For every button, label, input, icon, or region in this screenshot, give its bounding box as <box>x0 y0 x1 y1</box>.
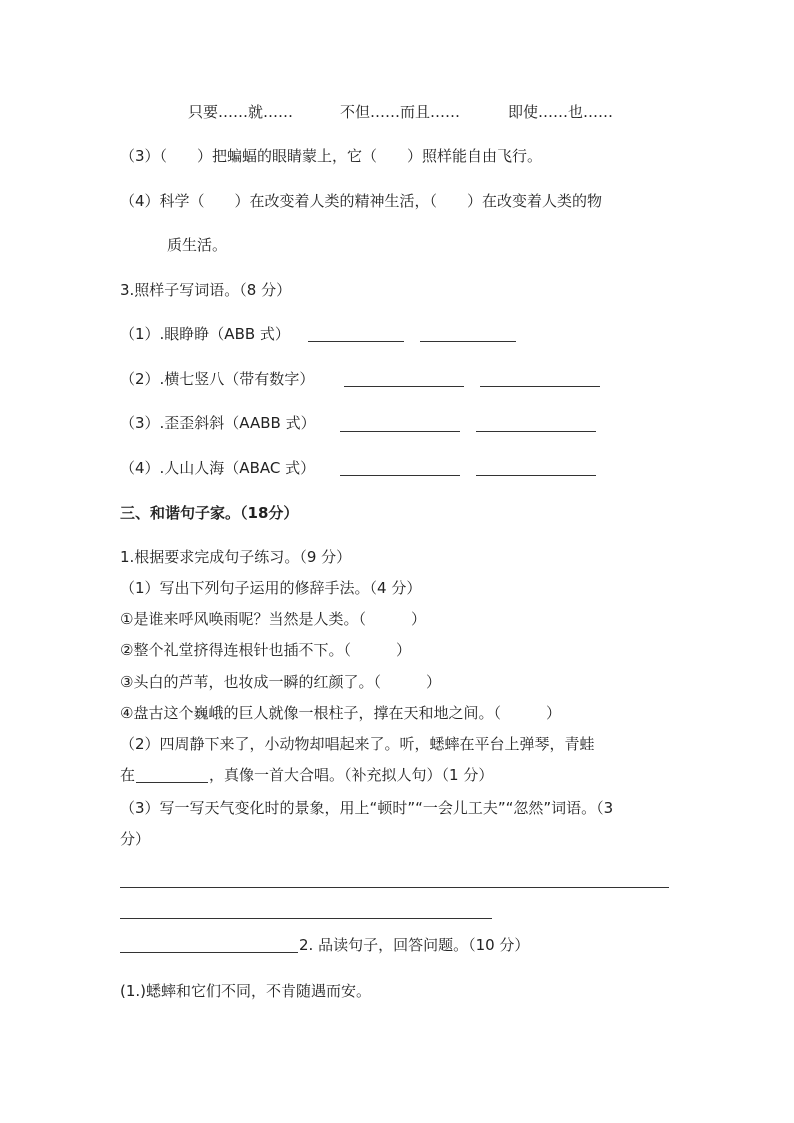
s3-q2-1-sentence: (1.)蟋蟀和它们不同，不肯随遇而安。 <box>120 982 372 1000</box>
q3-item-2-answer-a[interactable] <box>344 386 464 387</box>
q3-item-1-answer-b[interactable] <box>420 341 516 342</box>
personification-blank[interactable] <box>136 782 208 783</box>
q3-item-3-answer-a[interactable] <box>340 431 460 432</box>
q3-item-2-answer-b[interactable] <box>480 386 600 387</box>
q2-item-3: （3）（ ）把蝙蝠的眼睛蒙上，它（ ）照样能自由飞行。 <box>120 147 543 165</box>
s3-q1-3-line1: （3）写一写天气变化时的景象，用上“顿时”“一会儿工夫”“忽然”词语。（3 <box>120 799 614 817</box>
q3-title: 3.照样子写词语。（8 分） <box>120 281 292 299</box>
s3-q1-2-line1: （2）四周静下来了，小动物却唱起来了。听，蟋蟀在平台上弹琴，青蛙 <box>120 735 595 753</box>
s3-q1-2-suffix: ，真像一首大合唱。（补充拟人句）（1 分） <box>209 766 494 784</box>
s3-q1-1-title: （1）写出下列句子运用的修辞手法。（4 分） <box>120 579 422 597</box>
writing-line-3[interactable] <box>120 952 298 953</box>
writing-line-1[interactable] <box>120 887 669 888</box>
conj-option-2: 不但……而且…… <box>340 103 461 121</box>
q3-item-3-answer-b[interactable] <box>476 431 596 432</box>
s3-q2-title: 2. 品读句子，回答问题。（10 分） <box>299 936 530 954</box>
rhetoric-item-4: ④盘古这个巍峨的巨人就像一根柱子，撑在天和地之间。（ ） <box>120 704 561 722</box>
rhetoric-item-1: ①是谁来呼风唤雨呢？当然是人类。（ ） <box>120 610 426 628</box>
q3-item-4: （4）.人山人海（ABAC 式） <box>120 459 316 477</box>
q3-item-1-answer-a[interactable] <box>308 341 404 342</box>
q3-item-4-answer-a[interactable] <box>340 475 460 476</box>
section-3-title: 三、和谐句子家。（18分） <box>120 504 299 522</box>
writing-line-2[interactable] <box>120 918 492 919</box>
q2-item-4-line2: 质生活。 <box>167 236 228 254</box>
q3-item-1: （1）.眼睁睁（ABB 式） <box>120 325 290 343</box>
conj-option-3: 即使……也…… <box>508 103 614 121</box>
s3-q1-3-line2: 分） <box>120 830 151 848</box>
q3-item-2: （2）.横七竖八（带有数字） <box>120 370 315 388</box>
q2-item-4-line1: （4）科学（ ）在改变着人类的精神生活，（ ）在改变着人类的物 <box>120 192 603 210</box>
s3-q1-2-prefix: 在 <box>120 766 136 784</box>
rhetoric-item-2: ②整个礼堂挤得连根针也插不下。（ ） <box>120 641 411 659</box>
q3-item-3: （3）.歪歪斜斜（AABB 式） <box>120 414 316 432</box>
conj-option-1: 只要……就…… <box>188 103 294 121</box>
rhetoric-item-3: ③头白的芦苇，也妆成一瞬的红颜了。（ ） <box>120 673 441 691</box>
q3-item-4-answer-b[interactable] <box>476 475 596 476</box>
s3-q1-title: 1.根据要求完成句子练习。（9 分） <box>120 548 352 566</box>
